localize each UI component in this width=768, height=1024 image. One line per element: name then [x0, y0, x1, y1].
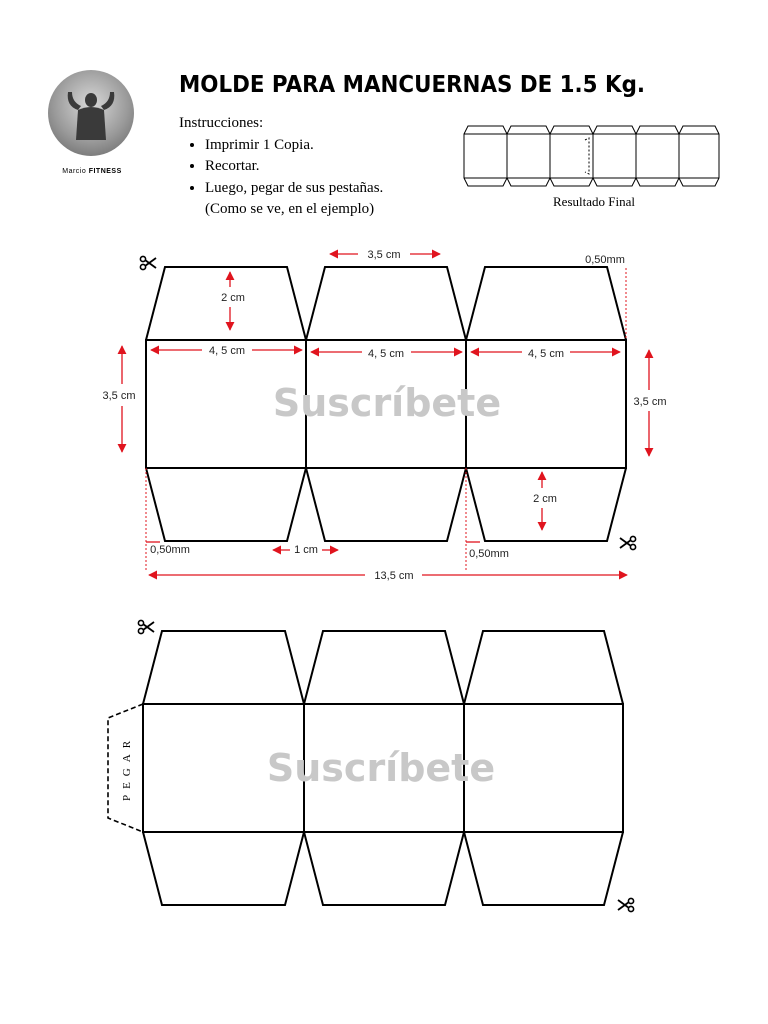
scissors-icon: [618, 898, 634, 911]
dim-face-height-left: 3,5 cm: [102, 390, 136, 402]
dim-total-width: 13,5 cm: [374, 570, 414, 582]
instruction-step: • Imprimir 1 Copia.: [205, 135, 383, 157]
brand-name: Marcio FITNESS: [62, 168, 122, 175]
glue-label: PEGAR: [121, 734, 133, 802]
example-result-drawing: [464, 126, 719, 186]
dim-margin-bottom-mid: 0,50mm: [469, 548, 509, 560]
dim-face-width-1: 4, 5 cm: [208, 345, 246, 357]
scissors-icon: [140, 256, 156, 269]
instruction-step: • Luego, pegar de sus pestañas.: [205, 178, 383, 200]
watermark: Suscríbete: [272, 381, 502, 425]
dim-gap: 1 cm: [294, 544, 318, 556]
dim-face-width-2: 4, 5 cm: [367, 348, 405, 360]
dim-margin-top: 0,50mm: [585, 254, 625, 266]
scissors-icon: [620, 536, 636, 549]
instruction-note: (Como se ve, en el ejemplo): [205, 201, 375, 217]
dim-face-width-3: 4, 5 cm: [527, 348, 565, 360]
dim-top-width: 3,5 cm: [367, 249, 401, 261]
dim-tab-height-bottom: 2 cm: [533, 493, 557, 505]
scissors-icon: [138, 620, 154, 633]
page-title: MOLDE PARA MANCUERNAS DE 1.5 Kg.: [179, 72, 646, 98]
example-caption: Resultado Final: [553, 194, 635, 209]
instructions-heading: Instrucciones:: [179, 115, 264, 131]
watermark: Suscríbete: [266, 746, 496, 790]
dim-face-height-right: 3,5 cm: [633, 396, 667, 408]
instruction-step: • Recortar.: [205, 156, 383, 178]
dim-tab-height: 2 cm: [221, 292, 245, 304]
dim-margin-bottom-left: 0,50mm: [150, 544, 190, 556]
